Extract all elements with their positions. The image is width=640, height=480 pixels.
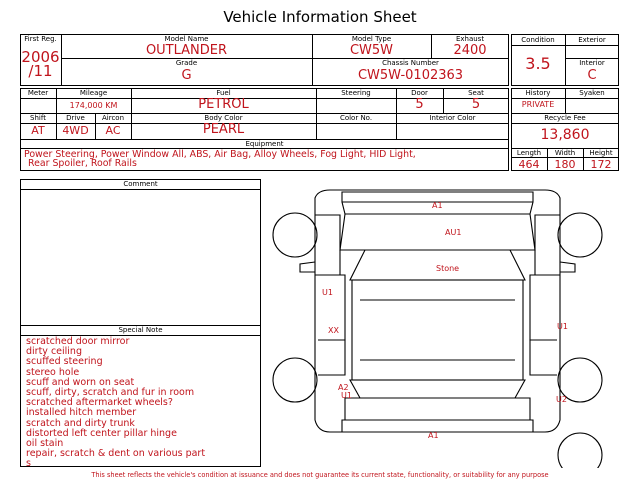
right-front-door: [530, 275, 557, 340]
special-note-line: s: [26, 458, 31, 470]
condition-label: Condition: [521, 36, 555, 44]
damage-front-bumper: A1: [432, 201, 443, 210]
interior-label: Interior: [579, 59, 605, 67]
comment-label: Comment: [123, 180, 158, 188]
history-label: History: [525, 89, 551, 97]
meter-label: Meter: [27, 89, 49, 97]
equipment-label: Equipment: [245, 140, 284, 148]
sheet-title: Vehicle Information Sheet: [223, 8, 417, 26]
fuel-label: Fuel: [216, 89, 231, 97]
first-reg-month: /11: [28, 62, 53, 80]
special-note-label: Special Note: [118, 326, 163, 334]
length-value: 464: [518, 158, 540, 171]
right-front-fender: [535, 215, 560, 275]
model-name-label: Model Name: [164, 35, 209, 43]
condition-value: 3.5: [525, 54, 551, 73]
left-front-fender: [315, 215, 340, 275]
left-mirror: [300, 262, 315, 272]
shift-label: Shift: [30, 114, 46, 122]
model-type-value: CW5W: [349, 43, 394, 58]
color-no-label: Color No.: [339, 114, 373, 122]
syaken-label: Syaken: [579, 89, 605, 97]
seat-value: 5: [471, 97, 481, 112]
grade-value: G: [181, 68, 192, 83]
aircon-label: Aircon: [101, 114, 125, 122]
drive-value: 4WD: [62, 124, 89, 137]
special-note-line: scuffed steering: [26, 356, 103, 368]
recycle-fee-value: 13,860: [540, 127, 590, 143]
fuel-value: PETROL: [198, 97, 249, 112]
chassis-number-value: CW5W-0102363: [357, 68, 464, 83]
special-note-line: distorted left center pillar hinge: [26, 427, 177, 439]
special-note-line: installed hitch member: [26, 407, 137, 419]
model-name-value: OUTLANDER: [145, 43, 228, 58]
first-reg-label: First Reg.: [24, 35, 57, 43]
special-note-line: scratched aftermarket wheels?: [26, 397, 173, 409]
special-notes-list: [26, 337, 205, 470]
width-value: 180: [554, 158, 576, 171]
steering-label: Steering: [341, 89, 371, 97]
damage-hood: AU1: [445, 228, 462, 237]
door-label: Door: [411, 89, 428, 97]
damage-rear-bumper: A1: [428, 431, 439, 440]
interior-color-label: Interior Color: [429, 114, 476, 122]
mileage-label: Mileage: [79, 89, 108, 97]
door-value: 5: [415, 97, 424, 112]
width-label: Width: [554, 149, 576, 157]
special-note-line: stereo hole: [26, 366, 80, 378]
front-left-wheel: [273, 213, 317, 257]
special-note-line: scratch and dirty trunk: [26, 417, 135, 429]
chassis-number-label: Chassis Number: [382, 59, 439, 67]
damage-windshield: Stone: [436, 264, 460, 273]
height-value: 172: [590, 158, 612, 171]
first-reg-year: 2006: [21, 48, 60, 66]
equipment-line-2: Rear Spoiler, Roof Rails: [28, 158, 137, 169]
exterior-label: Exterior: [578, 36, 606, 44]
exhaust-label: Exhaust: [455, 35, 485, 43]
special-note-line: repair, scratch & dent on various part: [26, 448, 206, 460]
grade-label: Grade: [175, 59, 198, 67]
front-right-wheel: [558, 213, 602, 257]
disclaimer-footer: This sheet reflects the vehicle's condition at issuance and does not guarantee its current state, functionality, or suitability for any purpose: [91, 471, 549, 479]
rear-left-wheel: [273, 358, 317, 402]
interior-value: C: [587, 68, 597, 83]
damage-left-rear-a: A2: [338, 383, 349, 392]
special-note-line: scuff and worn on seat: [26, 376, 135, 388]
drive-label: Drive: [66, 114, 85, 122]
seat-label: Seat: [468, 89, 484, 97]
recycle-fee-label: Recycle Fee: [544, 114, 586, 122]
history-value: PRIVATE: [521, 100, 555, 109]
special-note-line: scuff, dirty, scratch and fur in room: [26, 387, 195, 399]
exhaust-value: 2400: [453, 43, 487, 58]
damage-left-front-fender: U1: [322, 288, 333, 297]
length-label: Length: [516, 149, 542, 157]
roof: [352, 280, 523, 380]
damage-left-rear-u: U1: [341, 391, 352, 400]
damage-right-rear: U2: [556, 395, 567, 404]
special-note-line: scratched door mirror: [26, 336, 130, 347]
special-note-line: dirty ceiling: [26, 346, 82, 358]
body-color-label: Body Color: [204, 114, 243, 122]
model-type-label: Model Type: [351, 35, 392, 43]
trunk: [345, 398, 530, 420]
height-label: Height: [589, 149, 613, 157]
right-mirror: [560, 262, 575, 272]
damage-left-front-door: XX: [328, 326, 339, 335]
spare-wheel: [558, 433, 602, 468]
right-rear-door: [530, 340, 557, 375]
hood: [340, 214, 535, 250]
equipment-line-1: Power Steering, Power Window All, ABS, Air Bag, Alloy Wheels, Fog Light, HID Light,: [24, 149, 416, 160]
shift-value: AT: [31, 124, 45, 137]
special-note-line: oil stain: [26, 438, 64, 450]
mileage-value: 174,000 KM: [69, 101, 118, 110]
left-rear-door: [318, 340, 345, 375]
damage-right-door: U1: [557, 322, 568, 331]
aircon-value: AC: [105, 124, 121, 137]
rear-window: [350, 380, 525, 398]
body-color-value: PEARL: [202, 122, 245, 137]
